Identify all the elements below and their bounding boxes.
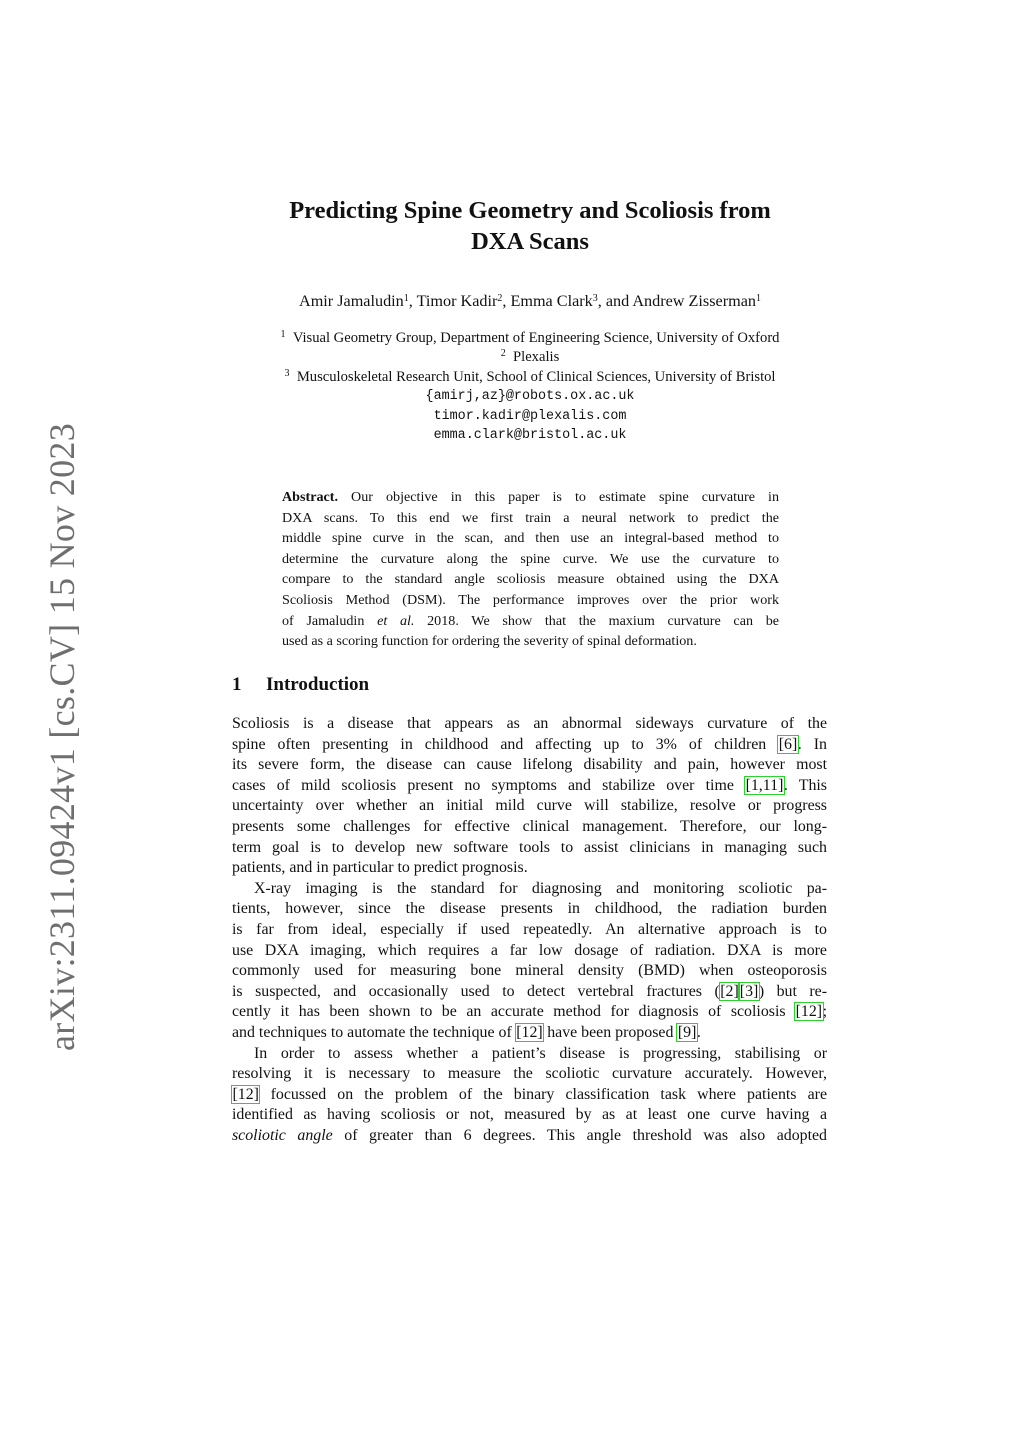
citation-link[interactable]: [12] bbox=[795, 1003, 823, 1021]
paragraph: X-ray imaging is the standard for diagnosing and monitoring scoliotic pa- tients, however, since the disease presents in childhood, the radiation burden is far from ideal, especially if used repeatedly. An alternative approach is to use DXA imaging, which requires a far low dosage of radiation. DXA is more commonly used for measuring bone mineral density (BMD) when osteoporosis is suspected, and occasionally used to detect vertebral fractures ([2][3]) but re- cently it has been shown to be an accurate method for diagnosis of scoliosis [12]; and techniques to automate the technique of [12] have been proposed [9]. bbox=[232, 879, 827, 1041]
affiliation: $^2$ Plexalis bbox=[500, 348, 560, 366]
author-name: Andrew Zisserman bbox=[632, 292, 756, 310]
citation-link[interactable]: [1,11] bbox=[745, 776, 784, 794]
section-heading bbox=[232, 673, 369, 697]
affiliations bbox=[225, 329, 835, 445]
author-list: Amir Jamaludin$^1$, Timor Kadir$^2$, Emma Clark$^3$, and Andrew Zisserman$^1$ bbox=[299, 292, 761, 310]
arxiv-identifier: arXiv:2311.09424v1 [cs.CV] 15 Nov 2023 bbox=[42, 422, 82, 1052]
paragraph: Scoliosis is a disease that appears as an abnormal sideways curvature of the spine often presenting in childhood and affecting up to 3% of children [6]. In its severe form, the disease can cause lifelong disability and pain, however most cases of mild scoliosis present no symptoms and stabilize over time [1,11]. This uncertainty over whether an initial mild curve will stabilize, resolve or progress presents some challenges for effective clinical management. Therefore, our long- term goal is to develop new software tools to assist clinicians in managing such patients, and in particular to predict prognosis. bbox=[232, 715, 827, 877]
author-affil-mark: 1 bbox=[403, 293, 409, 304]
citation-link[interactable]: [6] bbox=[778, 735, 798, 753]
section-number: 1 bbox=[232, 674, 242, 695]
affiliation: $^3$ Musculoskeletal Research Unit, School of Clinical Sciences, University of Bristol bbox=[284, 367, 776, 385]
email[interactable]: timor.kadir@plexalis.com bbox=[433, 408, 627, 424]
author-affil-mark: 3 bbox=[592, 293, 598, 304]
paragraph: In order to assess whether a patient’s disease is progressing, stabilising or resolving it is necessary to measure the scoliotic curvature accurately. However, [12] focussed on the problem of the binary classification task where patients are identified as having scoliosis or not, measured by as at least one curve having a scoliotic angle of greater than 6 degrees. This angle threshold was also adopted bbox=[232, 1044, 828, 1144]
citation-link[interactable]: [2] bbox=[720, 982, 739, 1000]
author-name: Amir Jamaludin bbox=[299, 292, 404, 310]
title-line-2: DXA Scans bbox=[471, 228, 589, 255]
author-affil-mark: 2 bbox=[497, 293, 503, 304]
paper-title bbox=[232, 195, 828, 257]
author-name: Emma Clark bbox=[510, 292, 593, 310]
email[interactable]: emma.clark@bristol.ac.uk bbox=[433, 428, 627, 444]
abstract: Abstract. Our objective in this paper is to estimate spine curvature in DXA scans. To this end we first train a neural network to predict the middle spine curve in the scan, and then use an integral-based method to determine the curvature along the spine curve. We use the curvature to compare to the standard angle scoliosis measure obtained using the DXA Scoliosis Method (DSM). The performance improves over the prior work of Jamaludin et al. 2018. We show that the maxium curvature can be used as a scoring function for ordering the severity of spinal deformation. bbox=[282, 489, 779, 650]
title-line-1: Predicting Spine Geometry and Scoliosis from bbox=[289, 197, 771, 224]
email[interactable]: {amirj,az}@robots.ox.ac.uk bbox=[425, 389, 635, 405]
author-affil-mark: 1 bbox=[755, 293, 761, 304]
citation-link[interactable]: [3] bbox=[739, 982, 759, 1000]
abstract-label: Abstract. bbox=[282, 489, 338, 505]
section-title: Introduction bbox=[266, 674, 370, 695]
affiliation: $^1$ Visual Geometry Group, Department of Engineering Science, University of Oxford bbox=[280, 329, 780, 346]
citation-link[interactable]: [12] bbox=[516, 1023, 543, 1041]
body-text bbox=[232, 714, 827, 1146]
author-name: Timor Kadir bbox=[416, 292, 498, 310]
citation-link[interactable]: [9] bbox=[677, 1023, 697, 1041]
citation-link[interactable]: [12] bbox=[232, 1085, 259, 1103]
